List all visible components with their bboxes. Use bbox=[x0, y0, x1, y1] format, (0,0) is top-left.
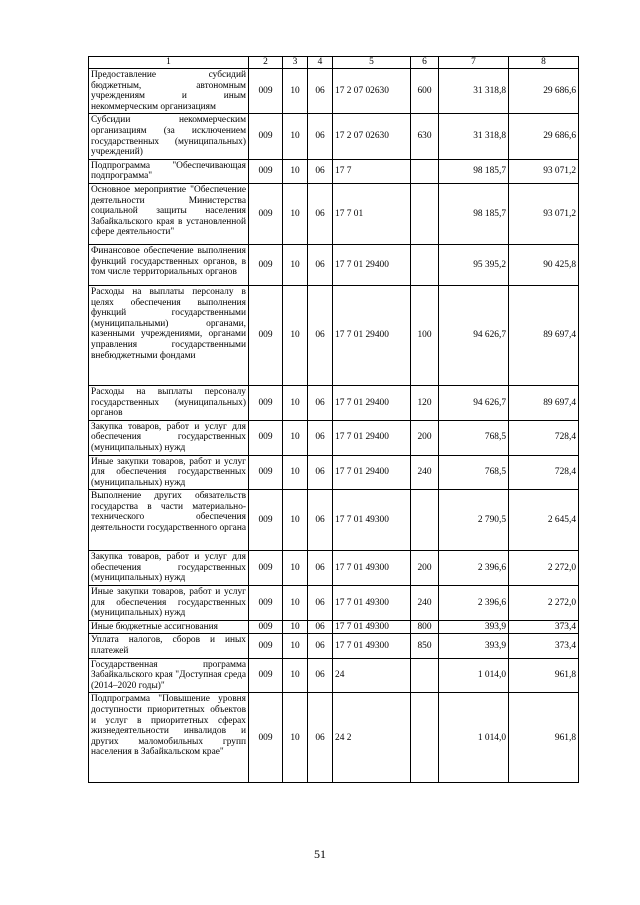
row-description: Государственная программа Забайкальского края "Доступная среда (2014–2020 годы)" bbox=[89, 658, 249, 693]
expense-type-code: 240 bbox=[411, 586, 439, 621]
expense-type-code: 200 bbox=[411, 551, 439, 586]
subsection-code: 06 bbox=[308, 551, 333, 586]
section-code: 10 bbox=[283, 634, 308, 658]
row-description: Расходы на выплаты персоналу в целях обеспечения выполнения функций государственными (муниципальными) органами, казенными учреждениями, органами управления государственными внебюджетными фондами bbox=[89, 285, 249, 385]
section-code: 10 bbox=[283, 183, 308, 244]
subsection-code: 06 bbox=[308, 693, 333, 783]
target-article-code: 17 7 01 49300 bbox=[333, 586, 411, 621]
target-article-code: 17 7 bbox=[333, 159, 411, 183]
amount-year-2: 373,4 bbox=[509, 620, 579, 634]
table-row bbox=[89, 658, 579, 693]
ministry-code: 009 bbox=[249, 634, 283, 658]
subsection-code: 06 bbox=[308, 285, 333, 385]
table-row bbox=[89, 620, 579, 634]
row-description: Предоставление субсидий бюджетным, автономным учреждениям и иным некоммерческим организациям bbox=[89, 69, 249, 114]
amount-year-2: 93 071,2 bbox=[509, 183, 579, 244]
table-row bbox=[89, 159, 579, 183]
expense-type-code: 850 bbox=[411, 634, 439, 658]
row-description: Подпрограмма "Обеспечивающая подпрограмма" bbox=[89, 159, 249, 183]
target-article-code: 17 2 07 02630 bbox=[333, 114, 411, 159]
section-code: 10 bbox=[283, 69, 308, 114]
subsection-code: 06 bbox=[308, 385, 333, 420]
expense-type-code bbox=[411, 658, 439, 693]
target-article-code: 17 7 01 49300 bbox=[333, 551, 411, 586]
table-header-row bbox=[89, 57, 579, 69]
section-code: 10 bbox=[283, 159, 308, 183]
row-description: Иные закупки товаров, работ и услуг для обеспечения государственных (муниципальных) нужд bbox=[89, 455, 249, 490]
row-description: Выполнение других обязательств государства в части материально-технического обеспечения деятельности государственного органа bbox=[89, 490, 249, 551]
amount-year-1: 94 626,7 bbox=[439, 385, 509, 420]
amount-year-2: 29 686,6 bbox=[509, 114, 579, 159]
table-row bbox=[89, 634, 579, 658]
target-article-code: 17 2 07 02630 bbox=[333, 69, 411, 114]
target-article-code: 17 7 01 29400 bbox=[333, 455, 411, 490]
row-description: Уплата налогов, сборов и иных платежей bbox=[89, 634, 249, 658]
amount-year-1: 95 395,2 bbox=[439, 244, 509, 285]
table-row bbox=[89, 693, 579, 783]
amount-year-1: 768,5 bbox=[439, 455, 509, 490]
subsection-code: 06 bbox=[308, 244, 333, 285]
ministry-code: 009 bbox=[249, 183, 283, 244]
expense-type-code bbox=[411, 159, 439, 183]
expense-type-code bbox=[411, 693, 439, 783]
target-article-code: 17 7 01 49300 bbox=[333, 620, 411, 634]
amount-year-2: 961,8 bbox=[509, 693, 579, 783]
expense-type-code: 800 bbox=[411, 620, 439, 634]
section-code: 10 bbox=[283, 420, 308, 455]
subsection-code: 06 bbox=[308, 658, 333, 693]
amount-year-2: 728,4 bbox=[509, 420, 579, 455]
amount-year-2: 90 425,8 bbox=[509, 244, 579, 285]
table-row bbox=[89, 586, 579, 621]
row-description: Иные бюджетные ассигнования bbox=[89, 620, 249, 634]
expense-type-code: 630 bbox=[411, 114, 439, 159]
expense-type-code: 600 bbox=[411, 69, 439, 114]
row-description: Основное мероприятие "Обеспечение деятельности Министерства социальной защиты населения Забайкальского края в установленной сфере деятельности" bbox=[89, 183, 249, 244]
amount-year-1: 31 318,8 bbox=[439, 114, 509, 159]
subsection-code: 06 bbox=[308, 114, 333, 159]
amount-year-2: 89 697,4 bbox=[509, 385, 579, 420]
amount-year-1: 94 626,7 bbox=[439, 285, 509, 385]
expense-type-code bbox=[411, 490, 439, 551]
section-code: 10 bbox=[283, 490, 308, 551]
row-description: Подпрограмма "Повышение уровня доступности приоритетных объектов и услуг в приоритетных сферах жизнедеятельности инвалидов и других маломобильных групп населения в Забайкальском крае" bbox=[89, 693, 249, 783]
section-code: 10 bbox=[283, 551, 308, 586]
amount-year-2: 89 697,4 bbox=[509, 285, 579, 385]
table-row bbox=[89, 244, 579, 285]
subsection-code: 06 bbox=[308, 634, 333, 658]
amount-year-1: 2 790,5 bbox=[439, 490, 509, 551]
amount-year-1: 1 014,0 bbox=[439, 693, 509, 783]
ministry-code: 009 bbox=[249, 658, 283, 693]
section-code: 10 bbox=[283, 455, 308, 490]
row-description: Закупка товаров, работ и услуг для обеспечения государственных (муниципальных) нужд bbox=[89, 420, 249, 455]
amount-year-2: 2 272,0 bbox=[509, 586, 579, 621]
section-code: 10 bbox=[283, 244, 308, 285]
amount-year-1: 98 185,7 bbox=[439, 159, 509, 183]
column-header: 8 bbox=[509, 57, 579, 69]
row-description: Иные закупки товаров, работ и услуг для обеспечения государственных (муниципальных) нужд bbox=[89, 586, 249, 621]
column-header: 3 bbox=[283, 57, 308, 69]
column-header: 2 bbox=[249, 57, 283, 69]
amount-year-1: 98 185,7 bbox=[439, 183, 509, 244]
amount-year-1: 768,5 bbox=[439, 420, 509, 455]
expense-type-code: 100 bbox=[411, 285, 439, 385]
table-row bbox=[89, 551, 579, 586]
subsection-code: 06 bbox=[308, 586, 333, 621]
amount-year-1: 1 014,0 bbox=[439, 658, 509, 693]
target-article-code: 17 7 01 49300 bbox=[333, 490, 411, 551]
column-header: 1 bbox=[89, 57, 249, 69]
target-article-code: 17 7 01 bbox=[333, 183, 411, 244]
table-row bbox=[89, 455, 579, 490]
amount-year-2: 29 686,6 bbox=[509, 69, 579, 114]
column-header: 4 bbox=[308, 57, 333, 69]
ministry-code: 009 bbox=[249, 551, 283, 586]
table-row bbox=[89, 285, 579, 385]
subsection-code: 06 bbox=[308, 69, 333, 114]
amount-year-2: 2 272,0 bbox=[509, 551, 579, 586]
section-code: 10 bbox=[283, 285, 308, 385]
table-row bbox=[89, 69, 579, 114]
ministry-code: 009 bbox=[249, 385, 283, 420]
target-article-code: 17 7 01 29400 bbox=[333, 285, 411, 385]
row-description: Финансовое обеспечение выполнения функций государственных органов, в том числе территориальных органов bbox=[89, 244, 249, 285]
section-code: 10 bbox=[283, 693, 308, 783]
row-description: Закупка товаров, работ и услуг для обеспечения государственных (муниципальных) нужд bbox=[89, 551, 249, 586]
subsection-code: 06 bbox=[308, 420, 333, 455]
target-article-code: 24 2 bbox=[333, 693, 411, 783]
subsection-code: 06 bbox=[308, 490, 333, 551]
expense-type-code bbox=[411, 183, 439, 244]
section-code: 10 bbox=[283, 620, 308, 634]
budget-table bbox=[88, 56, 579, 783]
table-row bbox=[89, 420, 579, 455]
target-article-code: 24 bbox=[333, 658, 411, 693]
table-row bbox=[89, 385, 579, 420]
ministry-code: 009 bbox=[249, 620, 283, 634]
amount-year-2: 961,8 bbox=[509, 658, 579, 693]
column-header: 5 bbox=[333, 57, 411, 69]
subsection-code: 06 bbox=[308, 159, 333, 183]
target-article-code: 17 7 01 49300 bbox=[333, 634, 411, 658]
table-row bbox=[89, 114, 579, 159]
target-article-code: 17 7 01 29400 bbox=[333, 244, 411, 285]
row-description: Расходы на выплаты персоналу государственных (муниципальных) органов bbox=[89, 385, 249, 420]
expense-type-code: 240 bbox=[411, 455, 439, 490]
amount-year-1: 2 396,6 bbox=[439, 551, 509, 586]
table-row bbox=[89, 183, 579, 244]
amount-year-1: 31 318,8 bbox=[439, 69, 509, 114]
subsection-code: 06 bbox=[308, 455, 333, 490]
table-row bbox=[89, 490, 579, 551]
section-code: 10 bbox=[283, 586, 308, 621]
column-header: 7 bbox=[439, 57, 509, 69]
ministry-code: 009 bbox=[249, 159, 283, 183]
ministry-code: 009 bbox=[249, 285, 283, 385]
target-article-code: 17 7 01 29400 bbox=[333, 385, 411, 420]
amount-year-1: 393,9 bbox=[439, 620, 509, 634]
ministry-code: 009 bbox=[249, 420, 283, 455]
subsection-code: 06 bbox=[308, 620, 333, 634]
amount-year-2: 2 645,4 bbox=[509, 490, 579, 551]
target-article-code: 17 7 01 29400 bbox=[333, 420, 411, 455]
subsection-code: 06 bbox=[308, 183, 333, 244]
section-code: 10 bbox=[283, 658, 308, 693]
ministry-code: 009 bbox=[249, 693, 283, 783]
section-code: 10 bbox=[283, 385, 308, 420]
page-number: 51 bbox=[314, 847, 326, 861]
expense-type-code: 200 bbox=[411, 420, 439, 455]
expense-type-code: 120 bbox=[411, 385, 439, 420]
amount-year-2: 728,4 bbox=[509, 455, 579, 490]
amount-year-2: 373,4 bbox=[509, 634, 579, 658]
ministry-code: 009 bbox=[249, 455, 283, 490]
ministry-code: 009 bbox=[249, 490, 283, 551]
section-code: 10 bbox=[283, 114, 308, 159]
column-header: 6 bbox=[411, 57, 439, 69]
ministry-code: 009 bbox=[249, 586, 283, 621]
ministry-code: 009 bbox=[249, 69, 283, 114]
expense-type-code bbox=[411, 244, 439, 285]
row-description: Субсидии некоммерческим организациям (за исключением государственных (муниципальных) учреждений) bbox=[89, 114, 249, 159]
amount-year-1: 2 396,6 bbox=[439, 586, 509, 621]
ministry-code: 009 bbox=[249, 244, 283, 285]
amount-year-1: 393,9 bbox=[439, 634, 509, 658]
amount-year-2: 93 071,2 bbox=[509, 159, 579, 183]
ministry-code: 009 bbox=[249, 114, 283, 159]
